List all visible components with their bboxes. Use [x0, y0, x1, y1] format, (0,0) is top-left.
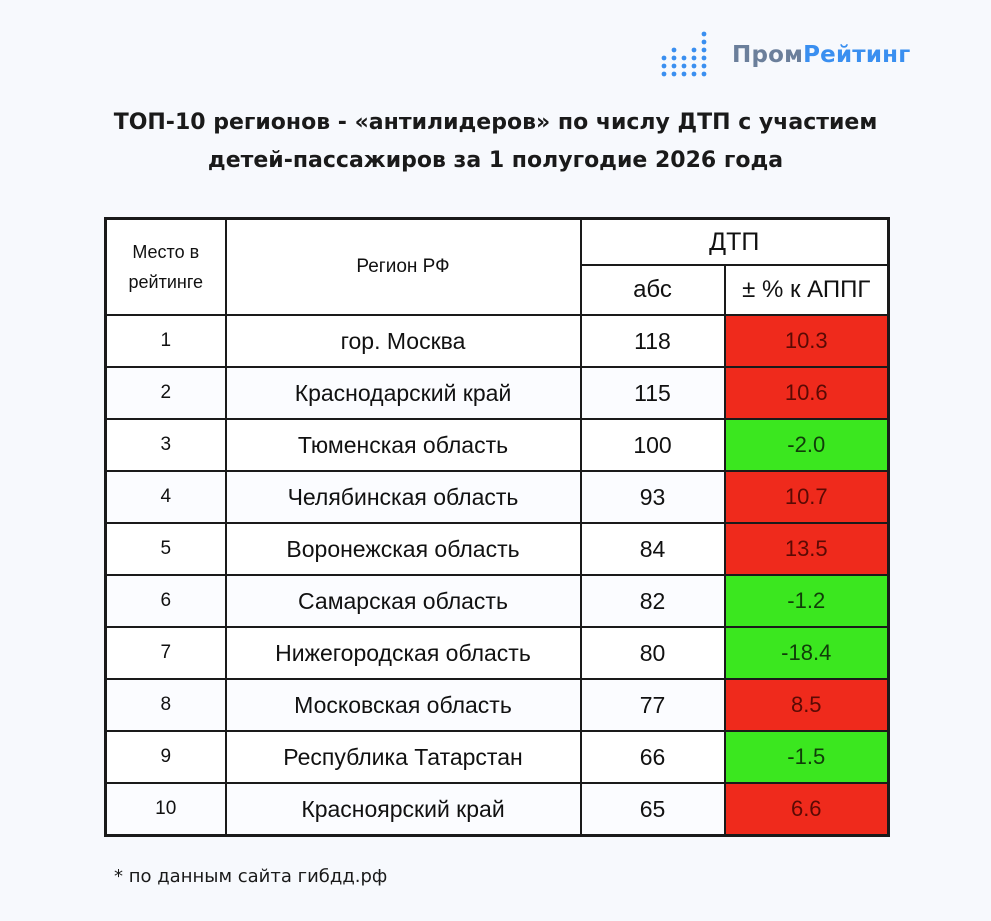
pct-cell: 6.6	[725, 783, 889, 836]
brand-logo	[660, 30, 910, 80]
rank-cell: 7	[106, 627, 226, 679]
table-row	[106, 471, 889, 523]
abs-cell: 115	[581, 367, 725, 419]
region-cell: Республика Татарстан	[226, 731, 581, 783]
page-title	[40, 104, 951, 180]
rating-table	[104, 217, 890, 837]
table-row	[106, 679, 889, 731]
pct-cell: 10.3	[725, 315, 889, 367]
abs-cell: 65	[581, 783, 725, 836]
region-cell: Воронежская область	[226, 523, 581, 575]
abs-cell: 77	[581, 679, 725, 731]
brand-name-part1: Пром	[732, 42, 804, 68]
pct-cell: 8.5	[725, 679, 889, 731]
dotted-bars-icon	[660, 30, 718, 80]
table-row	[106, 367, 889, 419]
abs-cell: 93	[581, 471, 725, 523]
region-cell: Краснодарский край	[226, 367, 581, 419]
rank-cell: 1	[106, 315, 226, 367]
header-region: Регион РФ	[226, 219, 581, 316]
pct-cell: -2.0	[725, 419, 889, 471]
region-cell: Нижегородская область	[226, 627, 581, 679]
table-row	[106, 731, 889, 783]
pct-cell: -1.5	[725, 731, 889, 783]
rank-cell: 5	[106, 523, 226, 575]
header-abs: абс	[581, 265, 725, 315]
table-row	[106, 783, 889, 836]
title-line-1: ТОП-10 регионов - «антилидеров» по числу ДТП с участием	[113, 110, 878, 135]
region-cell: Московская область	[226, 679, 581, 731]
region-cell: Самарская область	[226, 575, 581, 627]
pct-cell: -18.4	[725, 627, 889, 679]
region-cell: Тюменская область	[226, 419, 581, 471]
table-row	[106, 315, 889, 367]
footnote: * по данным сайта гибдд.рф	[114, 866, 388, 887]
rank-cell: 3	[106, 419, 226, 471]
region-cell: Челябинская область	[226, 471, 581, 523]
rank-cell: 10	[106, 783, 226, 836]
rank-cell: 9	[106, 731, 226, 783]
rank-cell: 2	[106, 367, 226, 419]
region-cell: Красноярский край	[226, 783, 581, 836]
abs-cell: 80	[581, 627, 725, 679]
abs-cell: 100	[581, 419, 725, 471]
abs-cell: 84	[581, 523, 725, 575]
brand-name-part2: Рейтинг	[803, 42, 911, 68]
table-row	[106, 419, 889, 471]
header-rank: Место в рейтинге	[106, 219, 226, 316]
rank-cell: 6	[106, 575, 226, 627]
pct-cell: -1.2	[725, 575, 889, 627]
table-row	[106, 523, 889, 575]
header-dtp: ДТП	[581, 219, 889, 266]
pct-cell: 10.7	[725, 471, 889, 523]
region-cell: гор. Москва	[226, 315, 581, 367]
rank-cell: 8	[106, 679, 226, 731]
table-row	[106, 575, 889, 627]
pct-cell: 10.6	[725, 367, 889, 419]
header-pct: ± % к АППГ	[725, 265, 889, 315]
table-row	[106, 627, 889, 679]
abs-cell: 118	[581, 315, 725, 367]
abs-cell: 82	[581, 575, 725, 627]
rank-cell: 4	[106, 471, 226, 523]
pct-cell: 13.5	[725, 523, 889, 575]
brand-name	[732, 42, 910, 68]
title-line-2: детей-пассажиров за 1 полугодие 2026 года	[207, 148, 784, 173]
abs-cell: 66	[581, 731, 725, 783]
